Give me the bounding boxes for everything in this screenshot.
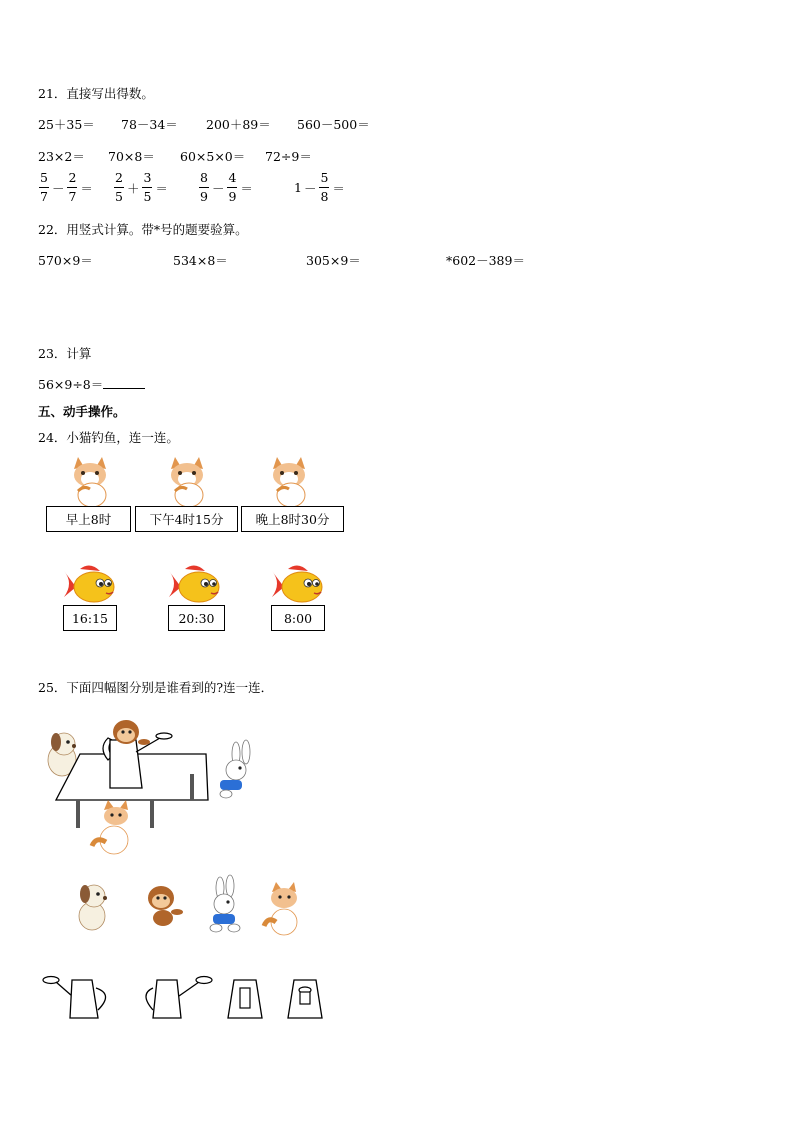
q21-item: 200＋89＝: [206, 117, 271, 132]
cat-icon: [66, 455, 112, 507]
q24-title: 24．小猫钓鱼，连一连。: [38, 430, 179, 445]
monkey-icon: [113, 720, 150, 745]
cat-icon: [163, 455, 209, 507]
fish-icon: [60, 563, 118, 607]
answer-blank[interactable]: [103, 377, 145, 389]
q23-title: 23．计算: [38, 346, 92, 361]
q21-item: 25＋35＝: [38, 117, 95, 132]
cat-time-label[interactable]: 晚上8时30分: [241, 506, 344, 532]
watering-can-side-view-right[interactable]: [141, 972, 216, 1022]
fraction-expression: $\frac{2}{5}$ ＋ $\frac{3}{5}$ ＝: [115, 170, 168, 204]
q22-title: 22．用竖式计算。带*号的题要验算。: [38, 222, 248, 237]
q21-title: 21．直接写出得数。: [38, 86, 154, 101]
fish-time-label[interactable]: 8:00: [271, 605, 325, 631]
fraction-expression: $\frac{8}{9}$ － $\frac{4}{9}$ ＝: [200, 170, 253, 204]
watering-can-back-view[interactable]: [286, 978, 326, 1022]
watering-can-front-view[interactable]: [226, 978, 266, 1022]
q23-expression: 56×9÷8＝: [38, 375, 145, 393]
monkey-icon: [143, 882, 185, 926]
q21-item: 72÷9＝: [265, 149, 312, 164]
q21-item: 60×5×0＝: [180, 149, 246, 164]
q21-item: 78－34＝: [121, 117, 178, 132]
watering-can-side-view-left[interactable]: [42, 972, 117, 1022]
fraction-expression: 1 － $\frac{5}{8}$ ＝: [294, 170, 345, 204]
q22-item: 570×9＝: [38, 253, 93, 268]
cat-icon: [265, 455, 311, 507]
fish-icon: [268, 563, 326, 607]
q21-item: 23×2＝: [38, 149, 85, 164]
fish-icon: [165, 563, 223, 607]
fraction-expression: $\frac{5}{7}$ － $\frac{2}{7}$ ＝: [40, 170, 93, 204]
cat-icon: [262, 880, 304, 936]
table-scene-illustration: [40, 712, 260, 862]
q22-item: *602－389＝: [446, 253, 525, 268]
fish-time-label[interactable]: 20:30: [168, 605, 225, 631]
rabbit-icon: [220, 740, 250, 798]
q22-item: 534×8＝: [173, 253, 228, 268]
q25-title: 25．下面四幅图分别是谁看到的?连一连．: [38, 680, 274, 695]
cat-icon: [92, 800, 128, 854]
rabbit-icon: [204, 876, 246, 934]
q21-item: 70×8＝: [108, 149, 155, 164]
fish-time-label[interactable]: 16:15: [63, 605, 117, 631]
dog-icon: [74, 880, 114, 932]
section-heading: 五、动手操作。: [38, 404, 126, 419]
cat-time-label[interactable]: 下午4时15分: [135, 506, 238, 532]
q21-item: 560－500＝: [297, 117, 370, 132]
cat-time-label[interactable]: 早上8时: [46, 506, 131, 532]
q22-item: 305×9＝: [306, 253, 361, 268]
